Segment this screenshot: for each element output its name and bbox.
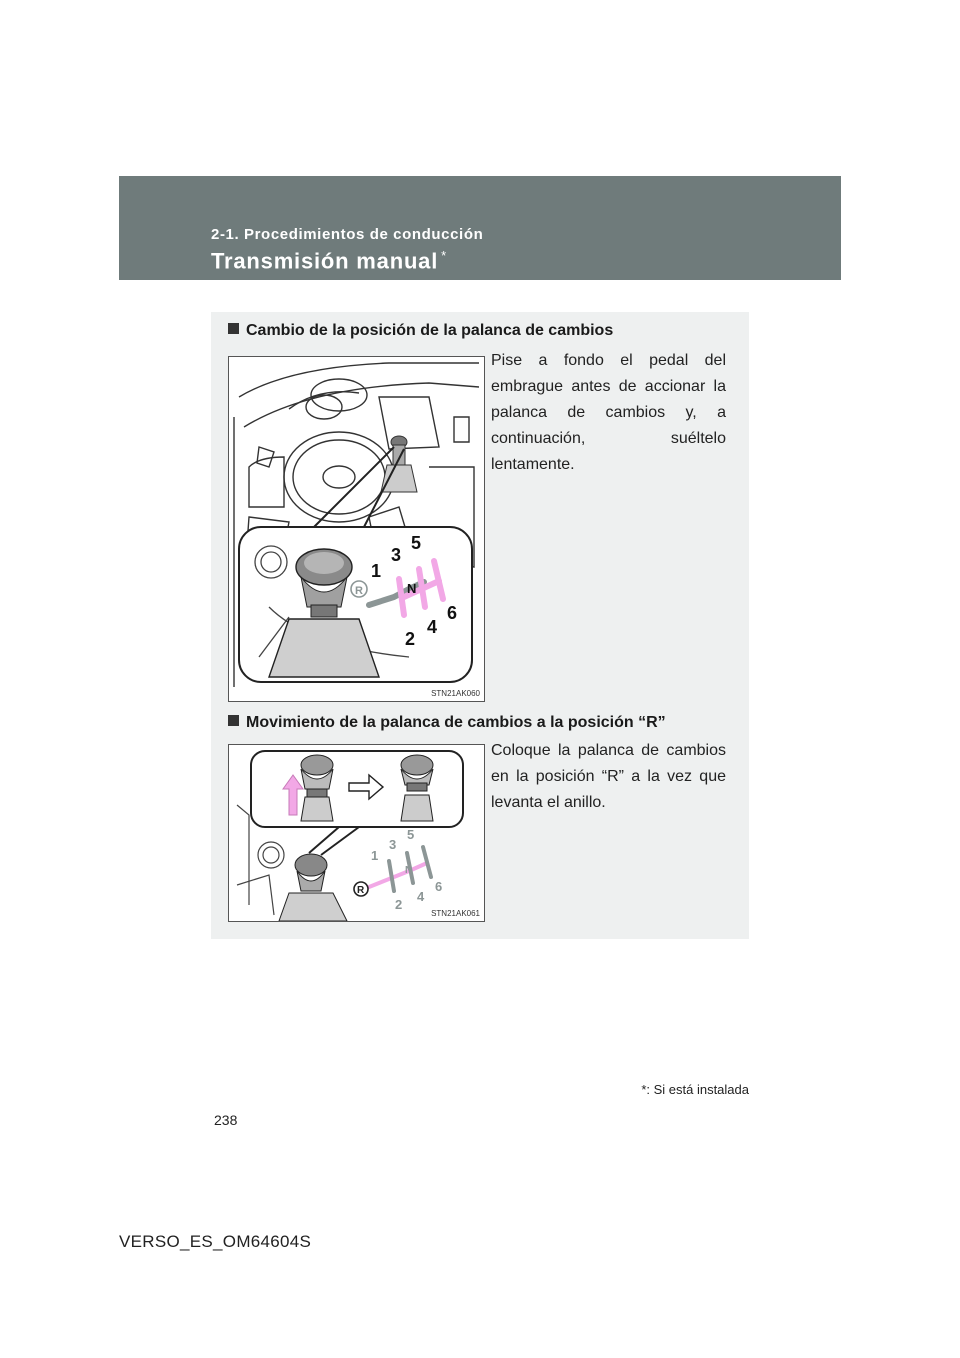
gear-label-2: 2: [405, 629, 416, 649]
subsection-title-shift-position: [228, 322, 613, 340]
gear-label-3: 3: [389, 837, 397, 852]
section-label: 2-1. Procedimientos de conducción: [211, 226, 484, 243]
gear-label-r: R: [357, 885, 365, 896]
instruction-text-clutch: Pise a fondo el pedal del embrague antes de accionar la palanca de cambios y, a continuación, suéltelo lentamente.: [491, 352, 726, 473]
gear-label-n: N: [405, 865, 413, 876]
figure-gear-shift-cabin: [228, 356, 485, 702]
gear-label-2: 2: [395, 897, 403, 912]
subsection-title-text: Movimiento de la palanca de cambios a la posición “R”: [246, 714, 666, 731]
gear-label-5: 5: [411, 533, 422, 553]
gear-label-1: 1: [371, 848, 379, 863]
page-number: 238: [214, 1112, 238, 1128]
title-asterisk: *: [441, 248, 447, 263]
square-bullet-icon: [228, 323, 239, 334]
document-id: VERSO_ES_OM64604S: [119, 1232, 312, 1251]
instruction-text-reverse: Coloque la palanca de cambios en la posición “R” a la vez que levanta el anillo.: [491, 742, 726, 811]
square-bullet-icon: [228, 715, 239, 726]
gear-label-6: 6: [435, 879, 443, 894]
content-panel: [211, 312, 749, 939]
figure-reverse-shift: [228, 744, 485, 922]
header-band: [119, 176, 841, 280]
gear-shift-illustration: [229, 357, 484, 701]
gear-label-4: 4: [417, 889, 425, 904]
subsection-title-reverse: [228, 714, 666, 732]
subsection-title-text: Cambio de la posición de la palanca de cambios: [246, 322, 614, 339]
page-title: [211, 248, 447, 274]
reverse-shift-illustration: [229, 745, 484, 921]
gear-label-6: 6: [447, 603, 458, 623]
footnote-text: : Si está instalada: [646, 1082, 749, 1097]
gear-label-4: 4: [427, 617, 438, 637]
gear-label-3: 3: [391, 545, 402, 565]
figure-code: STN21AK060: [431, 689, 480, 698]
page-title-text: Transmisión manual: [211, 248, 439, 274]
footnote: [641, 1082, 749, 1097]
gear-label-r: R: [355, 585, 363, 597]
gear-label-5: 5: [407, 827, 415, 842]
gear-label-n: N: [407, 581, 417, 596]
figure-code: STN21AK061: [431, 909, 480, 918]
footnote-asterisk: *: [641, 1082, 647, 1097]
gear-label-1: 1: [371, 561, 382, 581]
